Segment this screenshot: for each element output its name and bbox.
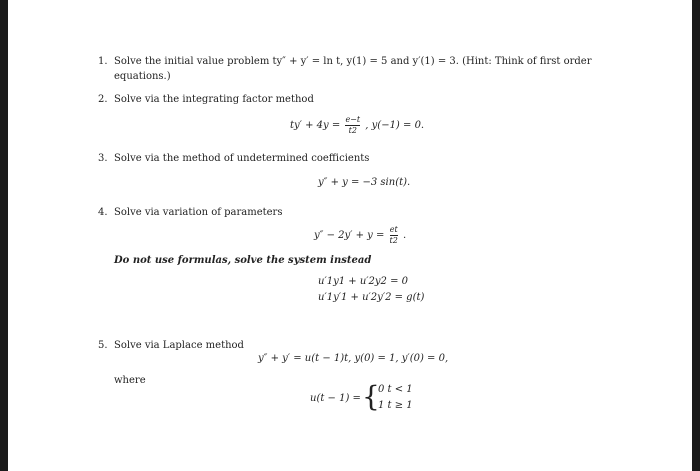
problem-2-eq-lhs: ty′ + 4y = (290, 120, 341, 131)
problem-5-text: Solve via Laplace method (114, 340, 244, 351)
problem-4-eq-numerator: et (389, 225, 398, 234)
problem-3-equation: y″ + y = −3 sin(t). (318, 177, 411, 188)
problem-2-eq-numerator: e−t (345, 115, 361, 124)
problem-2-text: Solve via the integrating factor method (114, 94, 314, 105)
problem-5-definition-lhs: u(t − 1) = (310, 393, 361, 404)
problem-5-number: 5. (98, 340, 108, 351)
problem-4-eq-lhs: y″ − 2y′ + y = (314, 230, 385, 241)
problem-4-system-line1: u′1y1 + u′2y2 = 0 (318, 276, 409, 287)
problem-4-note: Do not use formulas, solve the system instead (114, 255, 372, 266)
problem-4-system-line2: u′1y′1 + u′2y′2 = g(t) (318, 292, 425, 303)
problem-5-where: where (114, 375, 146, 386)
problem-4-eq-rhs: . (403, 230, 407, 241)
document-page (8, 0, 692, 471)
problem-1-text-line2: equations.) (114, 71, 171, 82)
problem-2-number: 2. (98, 94, 108, 105)
problem-2-eq-rhs: , y(−1) = 0. (365, 120, 425, 131)
problem-2-equation (290, 116, 424, 135)
problem-4-eq-denominator: t2 (389, 236, 398, 245)
problem-3-number: 3. (98, 153, 108, 164)
problem-1-number: 1. (98, 56, 108, 67)
problem-5-case-2: 1 t ≥ 1 (378, 400, 413, 411)
problem-3-text: Solve via the method of undetermined coefficients (114, 153, 370, 164)
problem-4-equation (314, 226, 406, 245)
problem-4-eq-fraction (390, 226, 398, 245)
problem-2-eq-denominator: t2 (348, 126, 357, 135)
problem-1-text-line1: Solve the initial value problem ty″ + y′ = ln t, y(1) = 5 and y′(1) = 3. (Hint: Think of first order (114, 56, 592, 67)
problem-4-number: 4. (98, 207, 108, 218)
problem-4-text: Solve via variation of parameters (114, 207, 283, 218)
problem-5-equation: y″ + y′ = u(t − 1)t, y(0) = 1, y′(0) = 0, (258, 353, 449, 364)
piecewise-brace: { (362, 380, 380, 413)
problem-2-eq-fraction (345, 116, 360, 135)
problem-5-case-1: 0 t < 1 (378, 384, 413, 395)
